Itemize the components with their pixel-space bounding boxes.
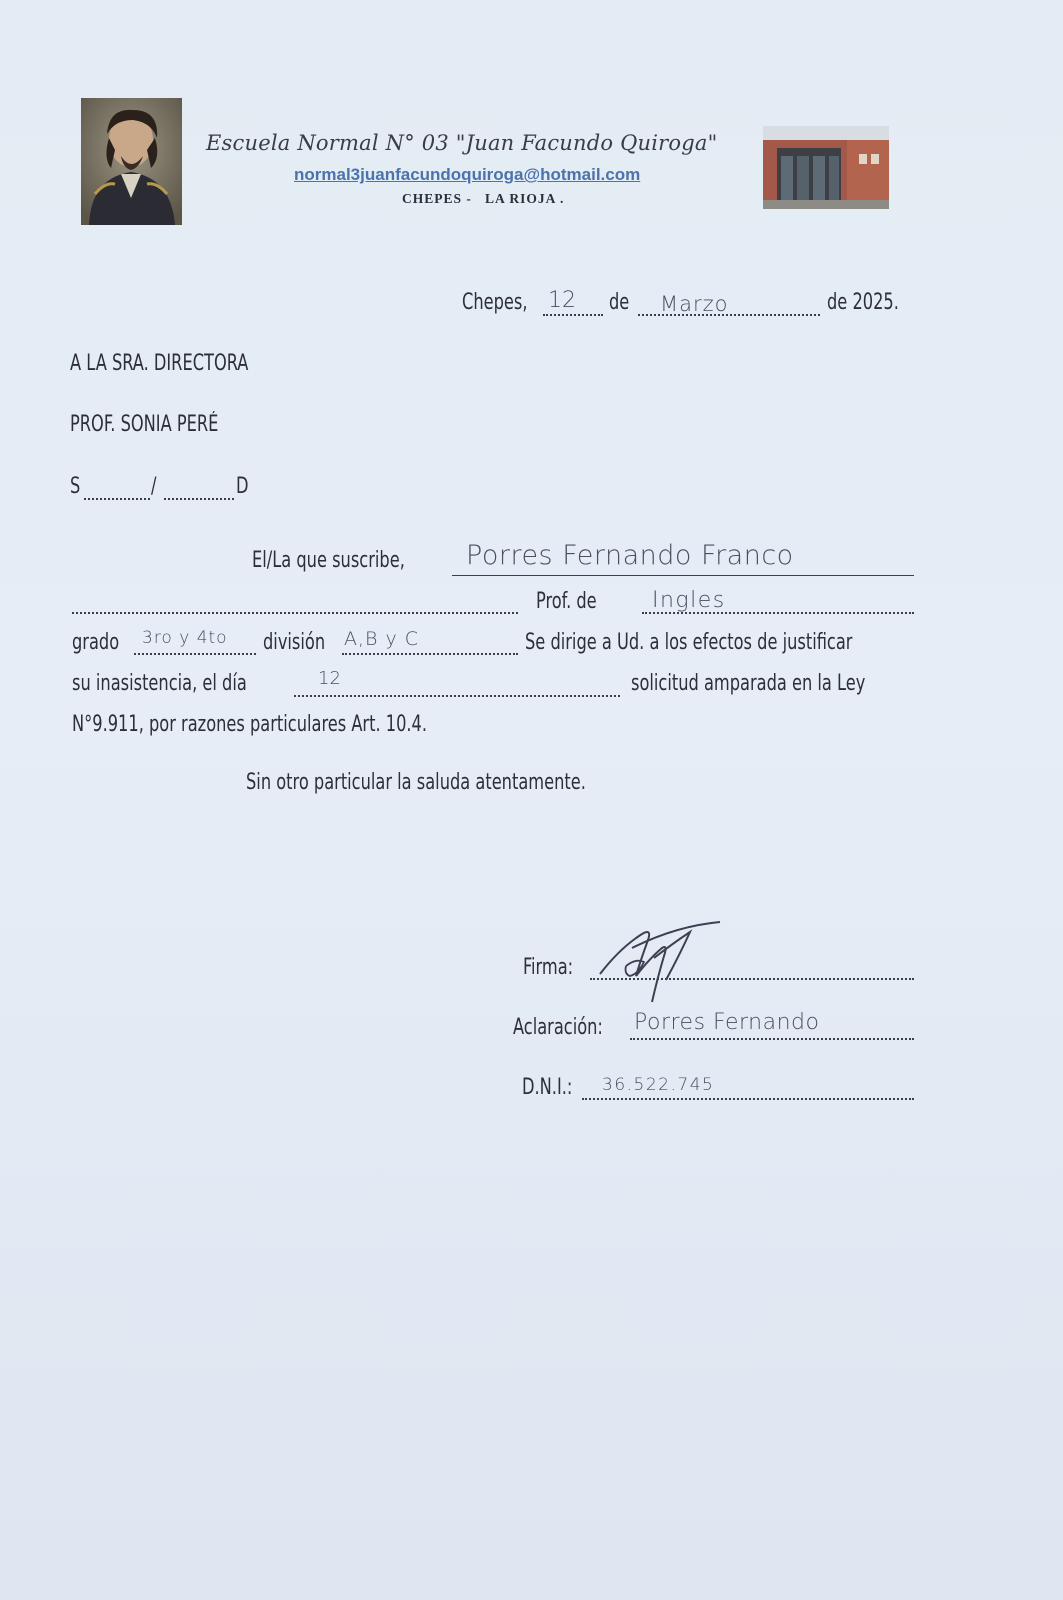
sd-slash: /: [151, 474, 157, 499]
firma-label: Firma:: [523, 955, 574, 980]
portrait-image: [81, 98, 182, 225]
name-continuation-blank: [72, 612, 518, 614]
suscribe-label: El/La que suscribe,: [252, 548, 405, 573]
sd-blank-1: [84, 498, 150, 500]
division-label: división: [263, 630, 326, 655]
aclaracion-blank: [630, 1038, 914, 1040]
closing-text: Sin otro particular la saluda atentamente.: [246, 770, 586, 795]
grado-blank: [134, 653, 256, 655]
sd-blank-2: [164, 498, 234, 500]
dni-label: D.N.I.:: [522, 1075, 573, 1100]
school-location: CHEPES - LA RIOJA .: [402, 191, 565, 206]
prof-label: Prof. de: [536, 589, 597, 614]
dia-value: 12: [318, 668, 341, 689]
grado-value: 3ro y 4to: [142, 628, 228, 648]
name-value: Porres Fernando Franco: [466, 540, 794, 571]
aclaracion-value: Porres Fernando: [634, 1010, 820, 1035]
school-name: Escuela Normal N° 03 "Juan Facundo Quiroga": [206, 131, 718, 155]
aclaracion-label: Aclaración:: [513, 1015, 603, 1040]
date-de: de: [609, 290, 630, 315]
recipient-line-2: PROF. SONIA PERÉ: [70, 412, 219, 437]
date-day-blank: [543, 314, 603, 316]
grado-label: grado: [72, 630, 120, 655]
sd-s: S: [70, 474, 81, 499]
justify-text: Se dirige a Ud. a los efectos de justificar: [525, 630, 853, 655]
dni-value: 36.522.745: [602, 1075, 715, 1095]
dni-blank: [582, 1098, 914, 1100]
sd-d: D: [236, 474, 249, 499]
solicitud-text: solicitud amparada en la Ley: [631, 671, 866, 696]
school-building-image: [763, 126, 889, 209]
handwritten-signature: [596, 918, 726, 1006]
date-day-value: 12: [548, 288, 576, 313]
date-prefix: Chepes,: [462, 290, 528, 315]
date-year: de 2025.: [827, 290, 899, 315]
ley-text: N°9.911, por razones particulares Art. 10.4.: [72, 712, 428, 737]
date-month-value: Marzo: [660, 292, 729, 316]
dia-blank: [294, 695, 620, 697]
division-blank: [342, 653, 518, 655]
recipient-line-1: A LA SRA. DIRECTORA: [70, 351, 249, 376]
division-value: A,B y C: [344, 628, 420, 650]
name-underline: [452, 575, 914, 576]
prof-value: Ingles: [652, 588, 726, 613]
school-email-link[interactable]: normal3juanfacundoquiroga@hotmail.com: [294, 165, 641, 184]
inasistencia-label: su inasistencia, el día: [72, 671, 247, 696]
